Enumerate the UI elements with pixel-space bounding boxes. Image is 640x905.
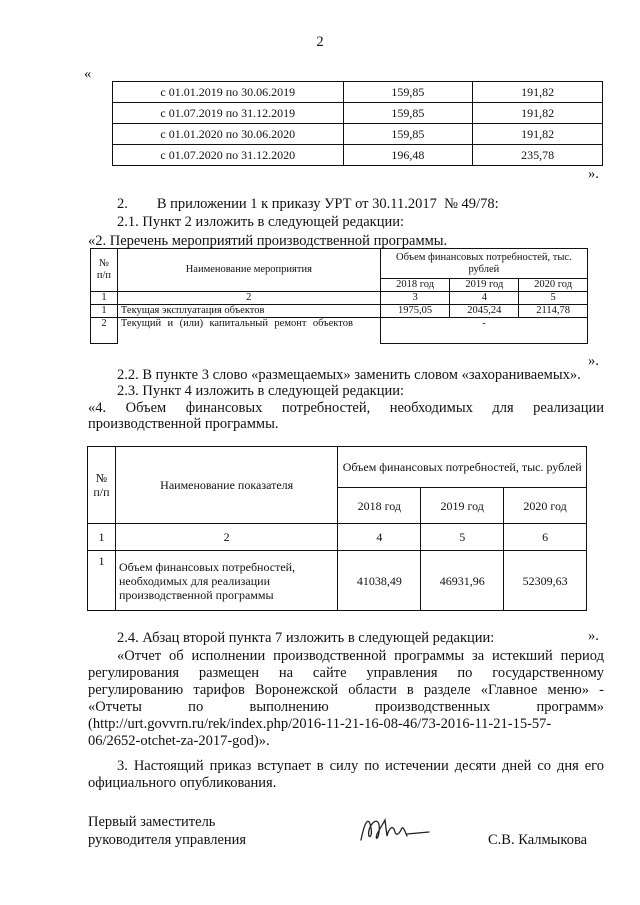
index-cell: 1 bbox=[88, 524, 116, 551]
section-2-title: «2. Перечень мероприятий производственной программы. bbox=[88, 233, 448, 249]
financial-needs-table bbox=[87, 446, 587, 611]
report-url-line: (http://urt.govvrn.ru/rek/index.php/2016-11-21-16-08-46/73-2016-11-21-15-57- bbox=[88, 716, 552, 732]
value-cell: 191,82 bbox=[473, 82, 603, 103]
table-header-row bbox=[91, 249, 588, 279]
item-2-3-text: 2.3. Пункт 4 изложить в следующей редакции: bbox=[117, 383, 405, 399]
report-line: регулированию тарифов Воронежской области в разделе «Главное меню» - bbox=[88, 682, 604, 698]
signer-name: С.В. Калмыкова bbox=[488, 832, 588, 848]
value-cell: 196,48 bbox=[343, 145, 473, 166]
index-cell: 2 bbox=[117, 292, 380, 305]
row-num: 1 bbox=[91, 305, 118, 318]
period-cell: с 01.01.2020 по 30.06.2020 bbox=[113, 124, 344, 145]
index-cell: 2 bbox=[115, 524, 337, 551]
row-name: Объем финансовых потребностей, необходимых для реализации производственной программы bbox=[115, 551, 337, 611]
value-cell: 191,82 bbox=[473, 124, 603, 145]
index-cell: 6 bbox=[504, 524, 587, 551]
index-cell: 5 bbox=[421, 524, 504, 551]
header-year: 2020 год bbox=[519, 279, 588, 292]
row-value: 52309,63 bbox=[504, 551, 587, 611]
table-row bbox=[113, 124, 603, 145]
value-cell: 191,82 bbox=[473, 103, 603, 124]
header-year: 2018 год bbox=[338, 488, 421, 524]
item-2-text: 2. В приложении 1 к приказу УРТ от 30.11.2017 № 49/78: bbox=[117, 196, 499, 212]
row-value: 1975,05 bbox=[380, 305, 450, 318]
header-name: Наименование показателя bbox=[115, 447, 337, 524]
index-cell: 5 bbox=[519, 292, 588, 305]
item-3-paragraph bbox=[88, 758, 604, 792]
section-4-line-1: «4. Объем финансовых потребностей, необходимых для реализации bbox=[88, 400, 604, 416]
signer-position-line-1: Первый заместитель bbox=[88, 814, 216, 830]
table-row bbox=[113, 103, 603, 124]
value-cell: 159,85 bbox=[343, 103, 473, 124]
open-quote: « bbox=[84, 66, 92, 82]
row-value: 2114,78 bbox=[519, 305, 588, 318]
table-row bbox=[113, 145, 603, 166]
report-paragraph bbox=[88, 648, 604, 750]
header-year: 2019 год bbox=[450, 279, 519, 292]
report-line: «Отчет об исполнении производственной программы за истекший период bbox=[117, 648, 604, 664]
table-index-row bbox=[91, 292, 588, 305]
period-cell: с 01.07.2020 по 31.12.2020 bbox=[113, 145, 344, 166]
section-4-line-2: производственной программы. bbox=[88, 416, 279, 432]
header-year: 2019 год bbox=[421, 488, 504, 524]
header-num: № п/п bbox=[88, 447, 116, 524]
table-row bbox=[113, 82, 603, 103]
index-cell: 4 bbox=[338, 524, 421, 551]
table-index-row bbox=[88, 524, 587, 551]
close-quote: ». bbox=[588, 628, 599, 644]
item-2-4-text: 2.4. Абзац второй пункта 7 изложить в следующей редакции: bbox=[117, 630, 495, 646]
measures-table bbox=[90, 248, 588, 344]
value-cell: 159,85 bbox=[343, 124, 473, 145]
item-3-line: 3. Настоящий приказ вступает в силу по истечении десяти дней со дня его bbox=[117, 758, 604, 774]
table-row bbox=[91, 305, 588, 318]
table-row bbox=[91, 318, 588, 344]
value-cell: 159,85 bbox=[343, 82, 473, 103]
signer-position-line-2: руководителя управления bbox=[88, 832, 247, 848]
header-fin: Объем финансовых потребностей, тыс. рублей bbox=[380, 249, 587, 279]
row-name: Текущий и (или) капитальный ремонт объектов bbox=[120, 318, 353, 329]
table-row bbox=[88, 551, 587, 611]
row-value: - bbox=[380, 318, 587, 344]
page-number: 2 bbox=[316, 34, 324, 50]
tariff-periods-table bbox=[112, 81, 603, 166]
report-line: «Отчеты по выполнению производственных программ» bbox=[88, 699, 604, 715]
close-quote: ». bbox=[588, 166, 599, 182]
row-value: 46931,96 bbox=[421, 551, 504, 611]
row-name: Текущая эксплуатация объектов bbox=[117, 305, 380, 318]
row-value: 2045,24 bbox=[450, 305, 519, 318]
signature-icon bbox=[355, 810, 435, 850]
period-cell: с 01.01.2019 по 30.06.2019 bbox=[113, 82, 344, 103]
index-cell: 3 bbox=[380, 292, 450, 305]
item-2-2-text: 2.2. В пункте 3 слово «размещаемых» заменить словом «захораниваемых». bbox=[117, 367, 581, 383]
report-url-line: 06/2652-otchet-za-2017-god)». bbox=[88, 733, 270, 749]
row-num: 1 bbox=[88, 551, 116, 611]
period-cell: с 01.07.2019 по 31.12.2019 bbox=[113, 103, 344, 124]
header-fin: Объем финансовых потребностей, тыс. рублей bbox=[338, 447, 587, 488]
row-num: 2 bbox=[91, 318, 118, 344]
item-2-1-text: 2.1. Пункт 2 изложить в следующей редакции: bbox=[117, 214, 405, 230]
item-3-line: официального опубликования. bbox=[88, 775, 277, 791]
table-header-row bbox=[88, 447, 587, 488]
header-year: 2020 год bbox=[504, 488, 587, 524]
header-num: № п/п bbox=[91, 249, 118, 292]
index-cell: 1 bbox=[91, 292, 118, 305]
report-line: регулирования размещен на сайте управления по государственному bbox=[88, 665, 604, 681]
header-year: 2018 год bbox=[380, 279, 450, 292]
row-value: 41038,49 bbox=[338, 551, 421, 611]
index-cell: 4 bbox=[450, 292, 519, 305]
close-quote: ». bbox=[588, 353, 599, 369]
header-name: Наименование мероприятия bbox=[117, 249, 380, 292]
value-cell: 235,78 bbox=[473, 145, 603, 166]
